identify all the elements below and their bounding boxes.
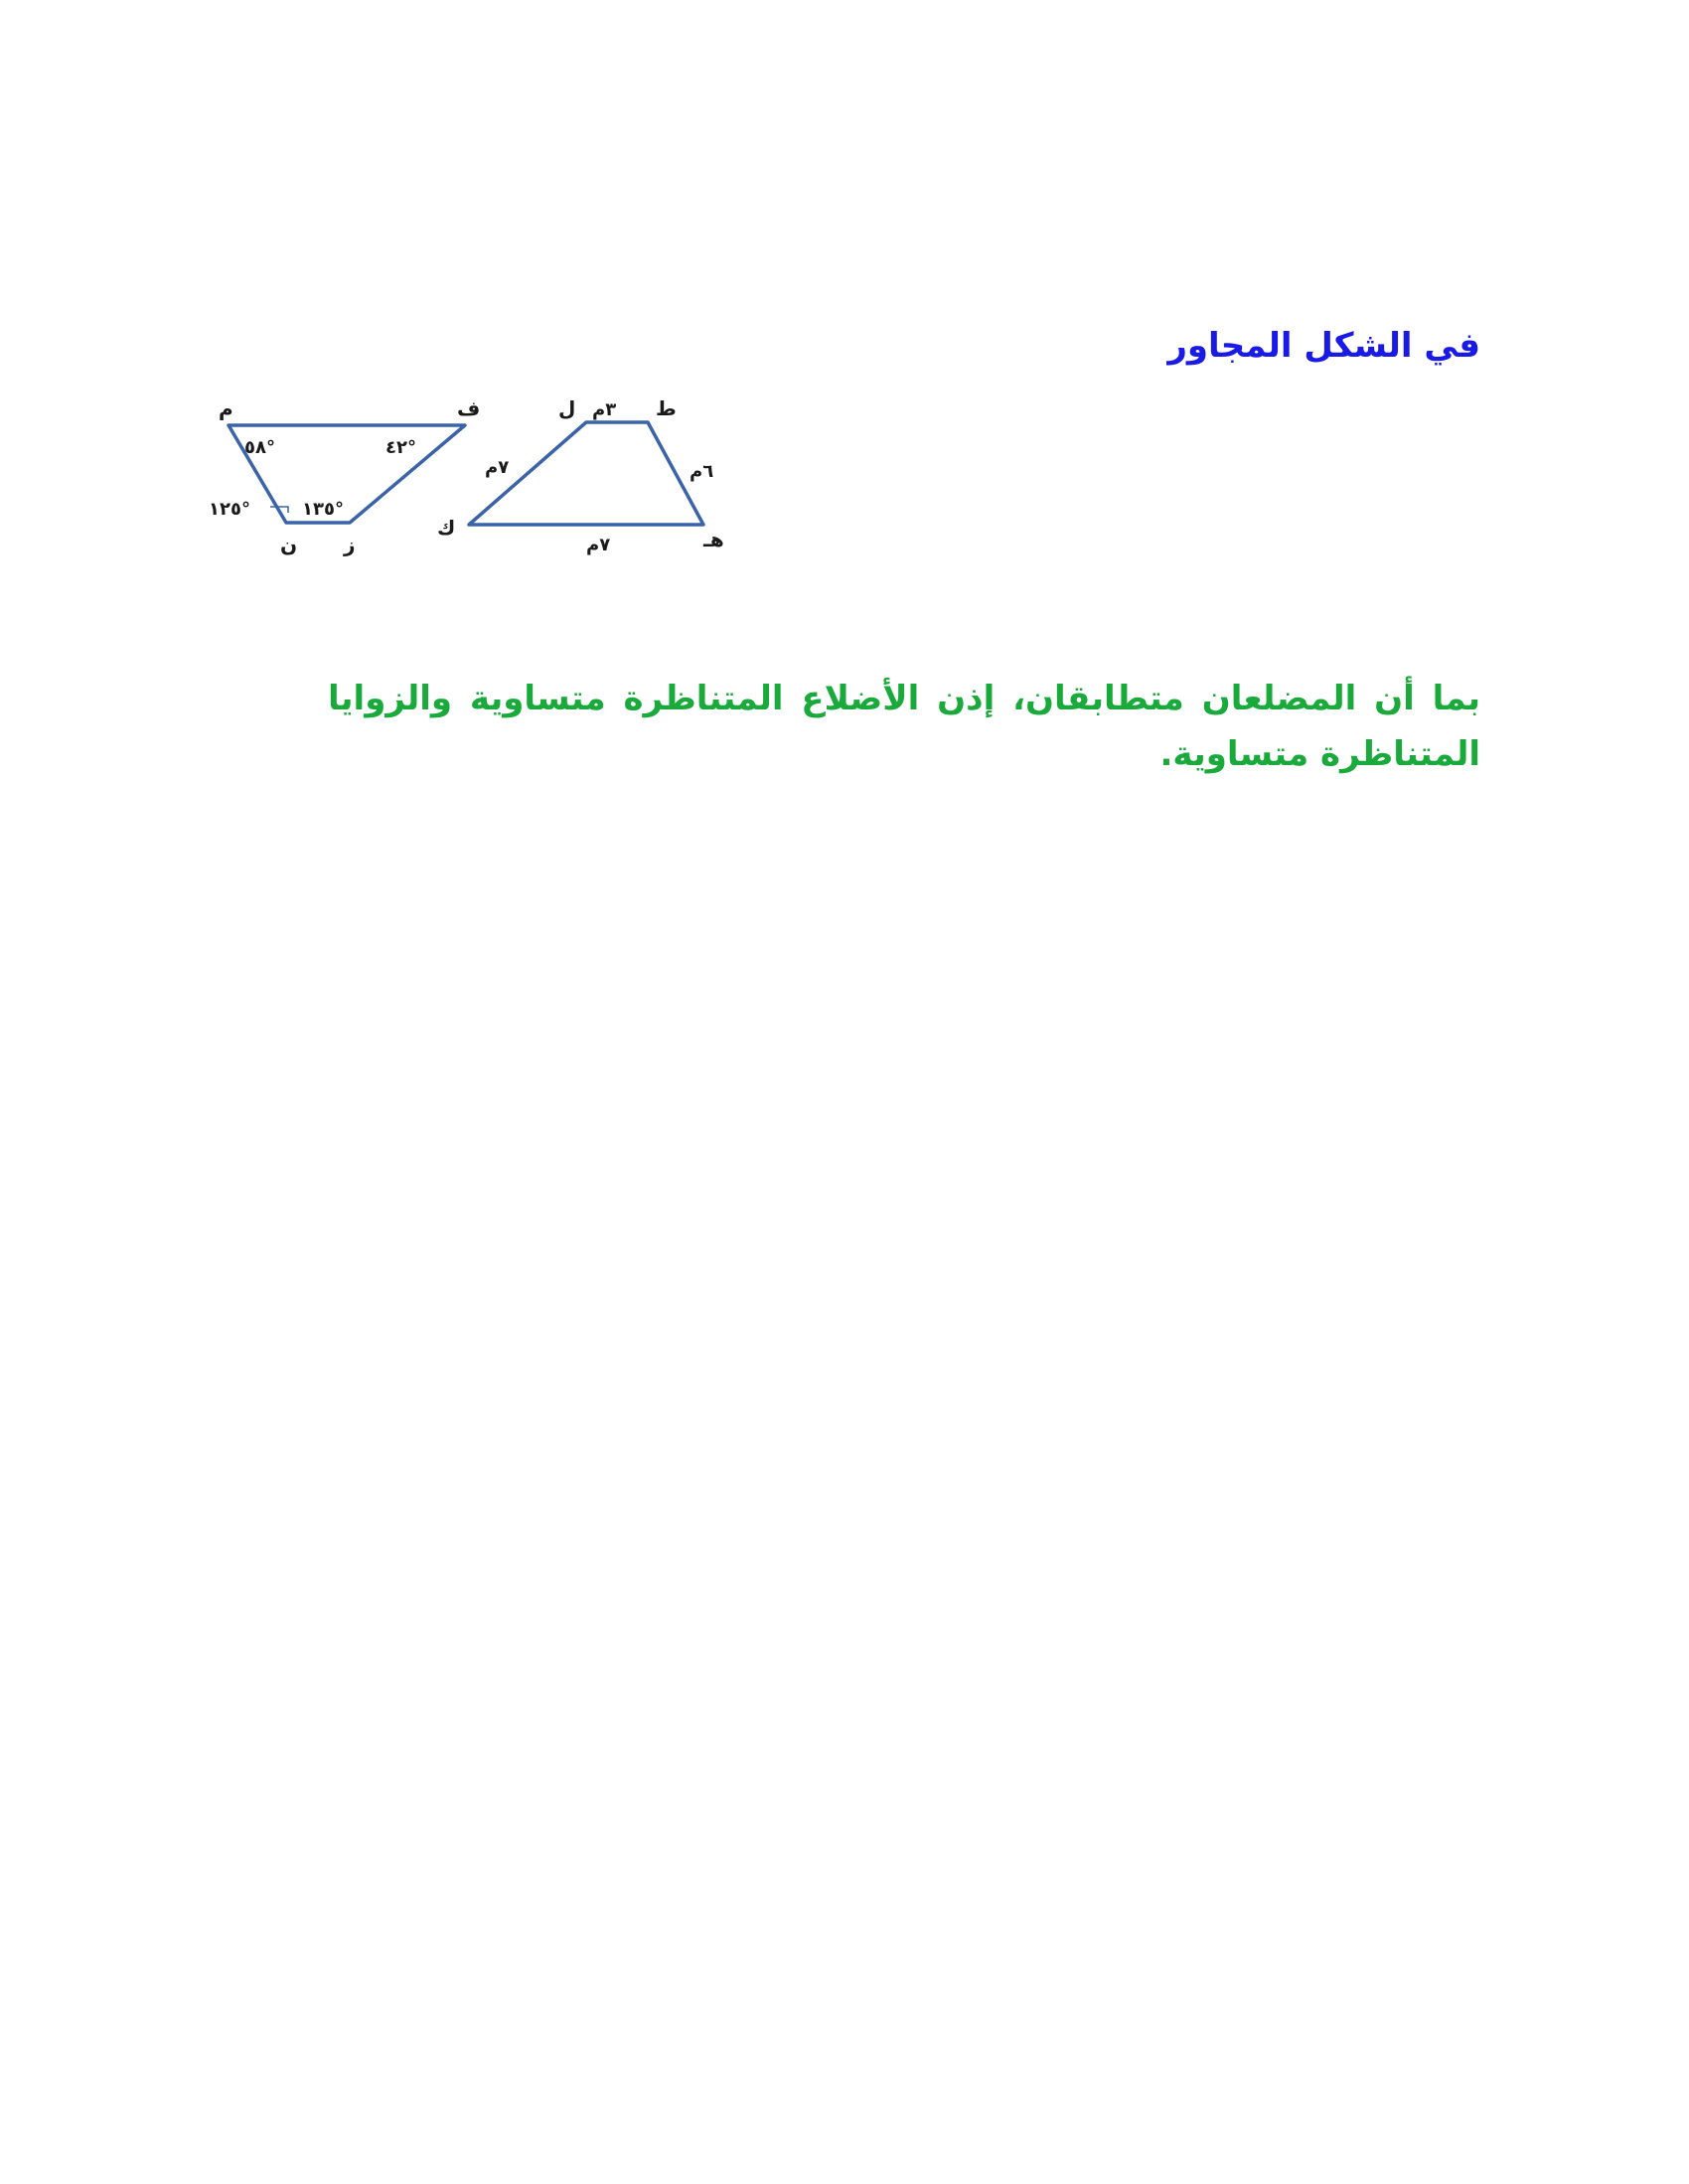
angle-m-label: ٥٨° <box>244 437 275 458</box>
heading: في الشكل المجاور <box>1167 326 1480 366</box>
vertex-n-label: ن <box>280 533 298 556</box>
side-th-label: ٦م <box>690 461 714 482</box>
side-kl-label: ٧م <box>485 457 510 478</box>
vertex-m-label: م <box>219 396 233 420</box>
angle-n-label: ١٢٥° <box>209 499 250 520</box>
answer-text: بما أن المضلعان متطابقان، إذن الأضلاع المتناظرة متساوية والزوايا المتناظرة متساوية. <box>328 679 1480 774</box>
vertex-z-label: ز <box>344 533 356 556</box>
polygons-figure <box>199 388 755 566</box>
vertex-l-label: ل <box>558 396 576 420</box>
side-hk-label: ٧م <box>586 535 611 555</box>
figure <box>199 388 755 566</box>
vertex-h-label: هـ <box>703 528 724 551</box>
side-lt-label: ٣م <box>592 399 617 420</box>
angle-f-label: ٤٢° <box>385 437 416 458</box>
vertex-f-label: ف <box>457 396 481 420</box>
vertex-t-label: ط <box>656 396 677 420</box>
vertex-k-label: ك <box>437 516 456 540</box>
angle-z-label: ١٣٥° <box>302 499 344 520</box>
